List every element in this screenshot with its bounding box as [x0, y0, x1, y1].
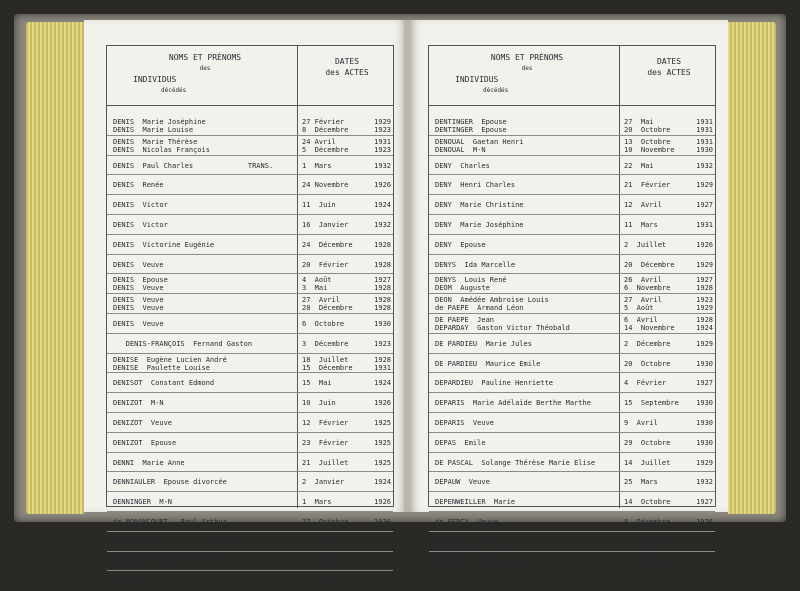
table-row: [107, 552, 393, 572]
entry-date: 15 Septembre: [624, 399, 679, 408]
entry-year: 1928 1928: [374, 553, 391, 570]
entry-name: DENYS Louis René DEOM Auguste: [435, 276, 507, 293]
entry-year: 1930: [374, 517, 391, 526]
entry-date: 24 Décembre: [302, 240, 353, 249]
entry-date: 21 Juillet: [302, 458, 349, 467]
entry-name: DENIS Marie Joséphine DENIS Marie Louise: [113, 118, 206, 134]
entry-year: 1928 1928: [374, 296, 391, 313]
table-header: [107, 46, 393, 106]
entry-year: 1926: [696, 240, 713, 249]
dates-title: DATES: [656, 57, 682, 66]
entry-year: 1925: [374, 418, 391, 427]
entry-year: 1929: [696, 458, 713, 467]
table-row: [429, 274, 715, 294]
entry-name: DENY Marie Christine: [435, 201, 524, 210]
entry-name: DENISE Eugène Lucien André DENISE Paulette Louise: [113, 355, 227, 372]
table-row: [107, 255, 393, 275]
entry-year: 1926: [696, 517, 713, 526]
entry-date: 11 Juin: [302, 201, 336, 210]
register-table-right: [428, 45, 716, 570]
table-row: [107, 314, 393, 334]
entry-date: 25 Mars: [624, 478, 658, 487]
entry-date: 4 Août 3 Mai: [302, 276, 332, 293]
table-row: [107, 453, 393, 473]
table-header: [429, 46, 715, 106]
entry-year: 1923 1929: [696, 296, 713, 313]
table-row: [429, 215, 715, 235]
table-row: [429, 492, 715, 512]
entry-year: 1927: [696, 201, 713, 210]
entry-year: 1927 1927: [696, 533, 713, 550]
entry-year: 1930: [696, 399, 713, 408]
names-individus: INDIVIDUS: [455, 75, 499, 84]
entry-year: 1930: [696, 359, 713, 368]
left-page: [84, 20, 406, 586]
entry-year: 1927: [696, 379, 713, 388]
entry-name: DENIZOT Veuve: [113, 418, 173, 427]
entry-name: DENOUAL Gaetan Henri DENOUAL M-N: [435, 137, 524, 154]
entry-year: 1925 1923: [696, 553, 713, 570]
entry-name: DE PASCAL Solange Thérèse Marie Elise: [435, 458, 596, 467]
table-row: [107, 175, 393, 195]
entry-date: 12 Février: [302, 418, 349, 427]
table-row: [429, 433, 715, 453]
names-header: [435, 52, 619, 96]
entry-date: 29 Octobre: [624, 438, 671, 447]
entry-year: 1926: [374, 498, 391, 507]
entry-year: 1930: [696, 418, 713, 427]
entry-name: DENIS Epouse DENIS Veuve: [113, 276, 168, 293]
entry-year: 1931: [696, 220, 713, 229]
entry-date: 1 Mars: [302, 498, 332, 507]
table-row: [107, 116, 393, 136]
dates-title: DATES: [334, 57, 360, 66]
table-row: [429, 373, 715, 393]
table-row: [429, 116, 715, 136]
table-row: [429, 314, 715, 334]
table-row: [107, 571, 393, 591]
entry-year: 1932: [374, 161, 391, 170]
table-row: [107, 413, 393, 433]
entry-year: 1932: [696, 478, 713, 487]
left-rows: [107, 116, 393, 591]
table-row: [107, 294, 393, 314]
entry-name: den STEINER ( Von ) Guillaumette: [113, 537, 253, 546]
table-row: [429, 393, 715, 413]
entry-date: 1 Mars: [302, 161, 332, 170]
entry-date: 27 Février 8 Décembre: [302, 118, 349, 134]
table-row: [429, 195, 715, 215]
entry-date: 16 Janvier: [302, 220, 349, 229]
entry-date: 6 Octobre: [302, 319, 345, 328]
entry-date: 15 Mai: [302, 379, 332, 388]
entry-date: 6 Avril 14 Novembre: [624, 315, 675, 332]
table-row: [429, 512, 715, 532]
entry-year: 1928: [374, 260, 391, 269]
entry-name: DENIS Victorine Eugénie: [113, 240, 215, 249]
entry-year: 1932: [374, 220, 391, 229]
entry-year: 1931 1923: [374, 137, 391, 154]
register-table-left: [106, 45, 394, 586]
entry-name: DENIS Paul Charles TRANS.: [113, 161, 274, 170]
entry-year: 1924: [374, 478, 391, 487]
table-row: [429, 255, 715, 275]
entry-name: DENY Henri Charles: [435, 181, 516, 190]
entry-year: 1929: [696, 339, 713, 348]
entry-date: 11 Mai 14 Février: [302, 553, 349, 570]
entry-year: 1923: [374, 339, 391, 348]
entry-name: DENIS Victor: [113, 220, 168, 229]
table-row: [107, 274, 393, 294]
entry-date: 22 Mai: [624, 161, 654, 170]
entry-name: DEPARIS Veuve: [435, 418, 495, 427]
entry-name: DEPENWEILLER Marie: [435, 498, 516, 507]
entry-date: 20 Décembre: [624, 260, 675, 269]
right-rows: [429, 116, 715, 571]
entry-year: 1928 1931: [374, 355, 391, 372]
table-row: [107, 532, 393, 552]
entry-year: 1927: [374, 577, 391, 586]
table-row: [107, 433, 393, 453]
table-row: [107, 235, 393, 255]
table-row: [429, 156, 715, 176]
dates-header: [621, 56, 717, 78]
names-title: NOMS ET PRÉNOMS: [490, 53, 564, 62]
entry-name: DENIS Renée: [113, 181, 164, 190]
table-row: [107, 195, 393, 215]
table-row: [429, 413, 715, 433]
entry-date: 27 Octobre: [302, 517, 349, 526]
entry-name: DENIS Marie Thérèse DENIS Nicolas François: [113, 137, 210, 154]
table-row: [107, 472, 393, 492]
table-row: [429, 175, 715, 195]
entry-name: de PERCY Veuve: [435, 517, 499, 526]
entry-name: DE PAEPE Jean DEPARDAY Gaston Victor Théobald: [435, 315, 570, 332]
entry-name: DENTZEL Louis: [113, 577, 173, 586]
entry-year: 1927 1928: [374, 276, 391, 293]
entry-name: DE PARDIEU Marie Jules: [435, 339, 532, 348]
entry-date: 20 Février: [302, 260, 349, 269]
entry-name: DENNI Marie Anne: [113, 458, 185, 467]
names-decedes: décédés: [161, 87, 187, 94]
entry-name: DE PARDIEU Maurice Emile: [435, 359, 541, 368]
entry-name: DEPARDIEU Pauline Henriette: [435, 379, 554, 388]
dates-subtitle: des ACTES: [325, 68, 369, 77]
entry-date: 24 Novembre: [302, 181, 349, 190]
entry-date: 2 Décembre: [624, 339, 671, 348]
table-row: [429, 334, 715, 354]
entry-date: 26 Avril 6 Novembre: [624, 276, 671, 293]
names-individus: INDIVIDUS: [133, 75, 177, 84]
entry-name: DENY Charles: [435, 161, 490, 170]
entry-year: 1929: [696, 181, 713, 190]
table-row: [107, 156, 393, 176]
entry-name: de NONANCOURT Paul Arthur: [113, 517, 227, 526]
entry-name: DENYS Ida Marcelle: [435, 260, 516, 269]
entry-year: 1927: [374, 537, 391, 546]
entry-date: 27 Avril 28 Décembre: [302, 296, 353, 313]
entry-name: DENIS Veuve: [113, 319, 164, 328]
table-row: [429, 453, 715, 473]
dates-subtitle: des ACTES: [647, 68, 691, 77]
table-row: [429, 136, 715, 156]
table-row: [107, 215, 393, 235]
entry-name: DEPARIS Marie Adélaïde Berthe Marthe: [435, 399, 591, 408]
entry-name: DEON Amédée Ambroise Louis de PAEPE Armand Léon: [435, 296, 549, 313]
table-row: [107, 373, 393, 393]
entry-year: 1932: [696, 161, 713, 170]
entry-year: 1925: [374, 438, 391, 447]
entry-date: 20 Octobre: [624, 359, 671, 368]
table-row: [107, 393, 393, 413]
entry-name: DENIZOT M-N: [113, 399, 164, 408]
entry-year: 1924: [374, 201, 391, 210]
entry-year: 1924: [374, 379, 391, 388]
entry-date: 10 Mars: [302, 577, 336, 586]
entry-name: DEPAUW Veuve: [435, 478, 490, 487]
names-title: NOMS ET PRÉNOMS: [168, 53, 242, 62]
entry-date: 14 Juillet: [624, 458, 671, 467]
header-divider: [297, 46, 298, 106]
entry-name: DEPESSE Camille Anne DEPIESSE Jean Baptiste: [435, 553, 532, 570]
names-des: des: [521, 65, 533, 72]
entry-year: 1929: [696, 260, 713, 269]
entry-name: DENIS Victor: [113, 201, 168, 210]
page-edges-left: [26, 22, 84, 514]
entry-date: 23 Février: [302, 438, 349, 447]
entry-date: 12 Avril: [624, 201, 662, 210]
dates-header: [299, 56, 395, 78]
entry-year: 1929 1923: [374, 118, 391, 134]
entry-name: DENIZOT Epouse: [113, 438, 177, 447]
entry-name: DEPERNET Epouse DEPERVILLERS Veuve: [435, 533, 516, 550]
entry-name: DENISOT Constant Edmond: [113, 379, 215, 388]
names-des: des: [199, 65, 211, 72]
entry-year: 1925: [374, 458, 391, 467]
entry-year: 1930: [374, 319, 391, 328]
table-row: [107, 512, 393, 532]
table-row: [429, 294, 715, 314]
table-row: [429, 235, 715, 255]
entry-date: 21 Février: [624, 181, 671, 190]
entry-date: 27 Mai 20 Octobre: [624, 118, 671, 134]
table-row: [429, 354, 715, 374]
entry-date: 15 Juin 22 Octobre: [624, 553, 671, 570]
entry-date: 13 Octobre 10 Novembre: [624, 137, 675, 154]
names-decedes: décédés: [483, 87, 509, 94]
entry-year: 1931 1930: [696, 137, 713, 154]
entry-name: DENNIAULER Epouse divorcée: [113, 478, 227, 487]
entry-date: 9 Avril: [624, 418, 658, 427]
table-row: [429, 552, 715, 572]
entry-name: DENIS-FRANÇOIS Fernand Gaston: [113, 339, 253, 348]
entry-name: DEPAS Emile: [435, 438, 486, 447]
entry-date: 24 Avril 5 Décembre: [302, 137, 349, 154]
header-divider: [619, 46, 620, 106]
entry-name: DENY Epouse: [435, 240, 486, 249]
entry-year: 1928: [374, 240, 391, 249]
entry-name: DENTZEL Marguerite Madeleine DENTZEL Léon Paul: [113, 553, 236, 570]
entry-date: 10 Juin: [302, 399, 336, 408]
table-row: [429, 532, 715, 552]
entry-name: DENTINGER Epouse DENTINGER Epouse: [435, 118, 507, 134]
entry-year: 1926: [374, 399, 391, 408]
entry-year: 1927 1928: [696, 276, 713, 293]
entry-date: 4 Février: [624, 379, 667, 388]
entry-name: DENIS Veuve: [113, 260, 164, 269]
entry-year: 1931 1931: [696, 118, 713, 134]
entry-date: 2 Juillet: [624, 240, 667, 249]
entry-date: 2 Janvier: [302, 478, 345, 487]
entry-name: DENIS Veuve DENIS Veuve: [113, 296, 164, 313]
table-row: [429, 472, 715, 492]
entry-name: DENNINGER M-N: [113, 498, 173, 507]
entry-name: DENY Marie Joséphine: [435, 220, 524, 229]
table-row: [107, 354, 393, 374]
table-row: [107, 492, 393, 512]
entry-date: 3 Décembre: [302, 339, 349, 348]
entry-year: 1926: [374, 181, 391, 190]
names-header: [113, 52, 297, 96]
table-row: [107, 334, 393, 354]
entry-date: 8 Décembre: [624, 517, 671, 526]
entry-date: 27 Avril 5 Août: [624, 296, 662, 313]
entry-year: 1930: [696, 438, 713, 447]
entry-year: 1927: [696, 498, 713, 507]
entry-date: 18 Juillet 15 Décembre: [302, 355, 353, 372]
entry-year: 1928 1924: [696, 315, 713, 332]
entry-date: 9 Octobre: [302, 537, 345, 546]
page-edges-right: [728, 22, 776, 514]
entry-date: 20 Septembre 5 Août: [624, 533, 679, 550]
right-page: [410, 20, 728, 570]
entry-date: 14 Octobre: [624, 498, 671, 507]
entry-date: 11 Mars: [624, 220, 658, 229]
table-row: [107, 136, 393, 156]
